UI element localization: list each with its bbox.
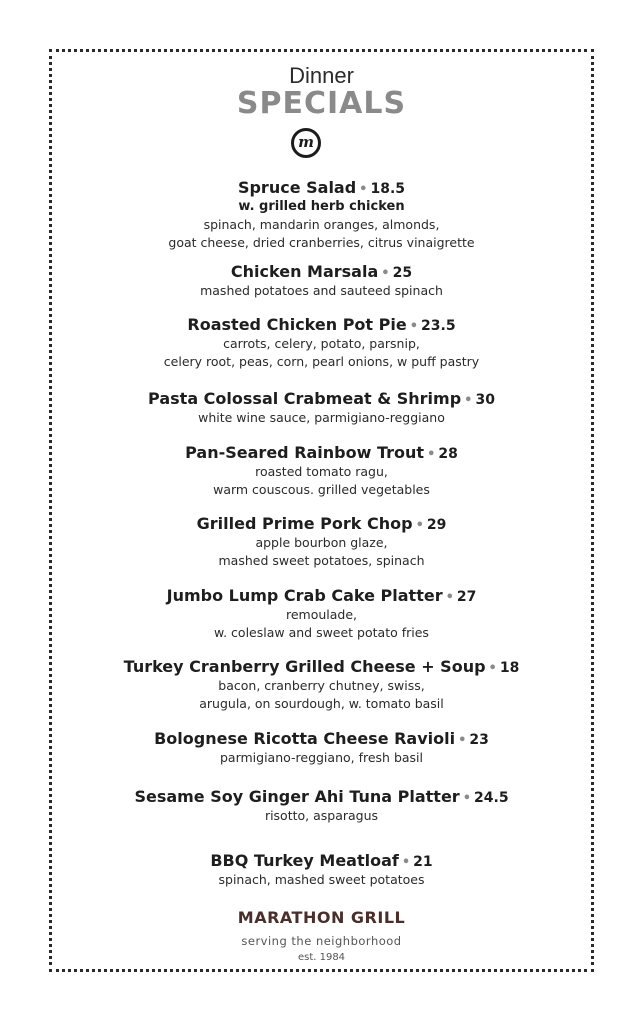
menu-item-description: celery root, peas, corn, pearl onions, w puff pastry <box>163 354 480 369</box>
menu-item <box>0 787 643 825</box>
menu-item-description: arugula, on sourdough, w. tomato basil <box>199 696 444 711</box>
menu-item <box>0 514 643 570</box>
menu-item-name: Sesame Soy Ginger Ahi Tuna Platter <box>134 787 460 806</box>
menu-item-heading <box>0 657 643 677</box>
menu-item-heading <box>0 443 643 463</box>
menu-item-name: Pan-Seared Rainbow Trout <box>185 443 425 462</box>
menu-item-description: spinach, mashed sweet potatoes <box>218 872 425 887</box>
restaurant-logo-icon: m <box>291 128 321 158</box>
price-separator-dot: • <box>464 393 473 408</box>
menu-item-heading <box>0 851 643 871</box>
menu-item-description: w. coleslaw and sweet potato fries <box>214 625 429 640</box>
menu-item-price: 28 <box>438 446 458 462</box>
established-year: est. 1984 <box>297 952 346 963</box>
menu-item-description: mashed potatoes and sauteed spinach <box>200 283 443 298</box>
menu-item-heading <box>0 262 643 282</box>
price-separator-dot: • <box>415 518 424 533</box>
menu-item-description: remoulade, <box>285 607 358 622</box>
price-separator-dot: • <box>381 266 390 281</box>
menu-item-description: white wine sauce, parmigiano-reggiano <box>198 410 445 425</box>
menu-item-price: 25 <box>392 265 413 281</box>
menu-item-price: 23.5 <box>421 318 456 334</box>
menu-item-subtitle: w. grilled herb chicken <box>238 199 405 214</box>
price-separator-dot: • <box>488 661 497 676</box>
menu-item-price: 18 <box>499 660 520 676</box>
menu-item-heading <box>0 315 643 335</box>
price-separator-dot: • <box>359 182 368 197</box>
menu-item-heading <box>0 514 643 534</box>
menu-item <box>0 443 643 499</box>
menu-item-description: risotto, asparagus <box>264 808 379 823</box>
menu-item-heading <box>0 729 643 749</box>
price-separator-dot: • <box>401 855 411 870</box>
menu-item-price: 24.5 <box>474 790 509 806</box>
menu-item-heading <box>0 178 643 198</box>
price-separator-dot: • <box>409 319 419 334</box>
menu-item-price: 30 <box>475 392 495 408</box>
menu-item <box>0 851 643 889</box>
price-separator-dot: • <box>458 733 467 748</box>
menu-item-name: Chicken Marsala <box>230 262 379 281</box>
menu-item <box>0 178 643 252</box>
menu-item-name: Jumbo Lump Crab Cake Platter <box>166 586 443 605</box>
menu-item <box>0 262 643 300</box>
menu-item <box>0 586 643 642</box>
menu-item-description: carrots, celery, potato, parsnip, <box>223 336 420 351</box>
menu-item-name: BBQ Turkey Meatloaf <box>210 851 399 870</box>
menu-item-price: 29 <box>426 517 447 533</box>
menu-item-name: Bolognese Ricotta Cheese Ravioli <box>154 729 456 748</box>
menu-item-name: Pasta Colossal Crabmeat & Shrimp <box>148 389 462 408</box>
menu-item-description: apple bourbon glaze, <box>255 535 388 550</box>
price-separator-dot: • <box>427 447 436 462</box>
menu-item-description: parmigiano-reggiano, fresh basil <box>219 750 424 765</box>
menu-item-price: 18.5 <box>370 181 406 197</box>
menu-item <box>0 657 643 713</box>
menu-item <box>0 729 643 767</box>
menu-item-price: 27 <box>456 589 477 605</box>
tagline: serving the neighborhood <box>241 934 402 948</box>
menu-item-heading <box>0 586 643 606</box>
menu-item-name: Spruce Salad <box>237 178 357 197</box>
menu-item <box>0 315 643 371</box>
menu-item-heading <box>0 389 643 409</box>
menu-item-description: warm couscous. grilled vegetables <box>213 482 430 497</box>
price-separator-dot: • <box>462 791 472 806</box>
menu-item-name: Grilled Prime Pork Chop <box>196 514 413 533</box>
restaurant-name: MARATHON GRILL <box>237 908 406 927</box>
menu-item-heading <box>0 787 643 807</box>
menu-title-top: Dinner <box>289 63 354 88</box>
menu-item-name: Roasted Chicken Pot Pie <box>187 315 407 334</box>
menu-item-name: Turkey Cranberry Grilled Cheese + Soup <box>123 657 486 676</box>
menu-item-description: spinach, mandarin oranges, almonds, <box>203 217 440 232</box>
menu-item-price: 23 <box>469 732 489 748</box>
menu-item <box>0 389 643 427</box>
menu-item-description: goat cheese, dried cranberries, citrus vinaigrette <box>168 235 475 250</box>
price-separator-dot: • <box>445 590 454 605</box>
menu-item-description: mashed sweet potatoes, spinach <box>218 553 425 568</box>
menu-title-main: SPECIALS <box>236 86 407 121</box>
menu-item-description: bacon, cranberry chutney, swiss, <box>218 678 425 693</box>
menu-item-price: 21 <box>413 854 433 870</box>
menu-item-description: roasted tomato ragu, <box>255 464 388 479</box>
